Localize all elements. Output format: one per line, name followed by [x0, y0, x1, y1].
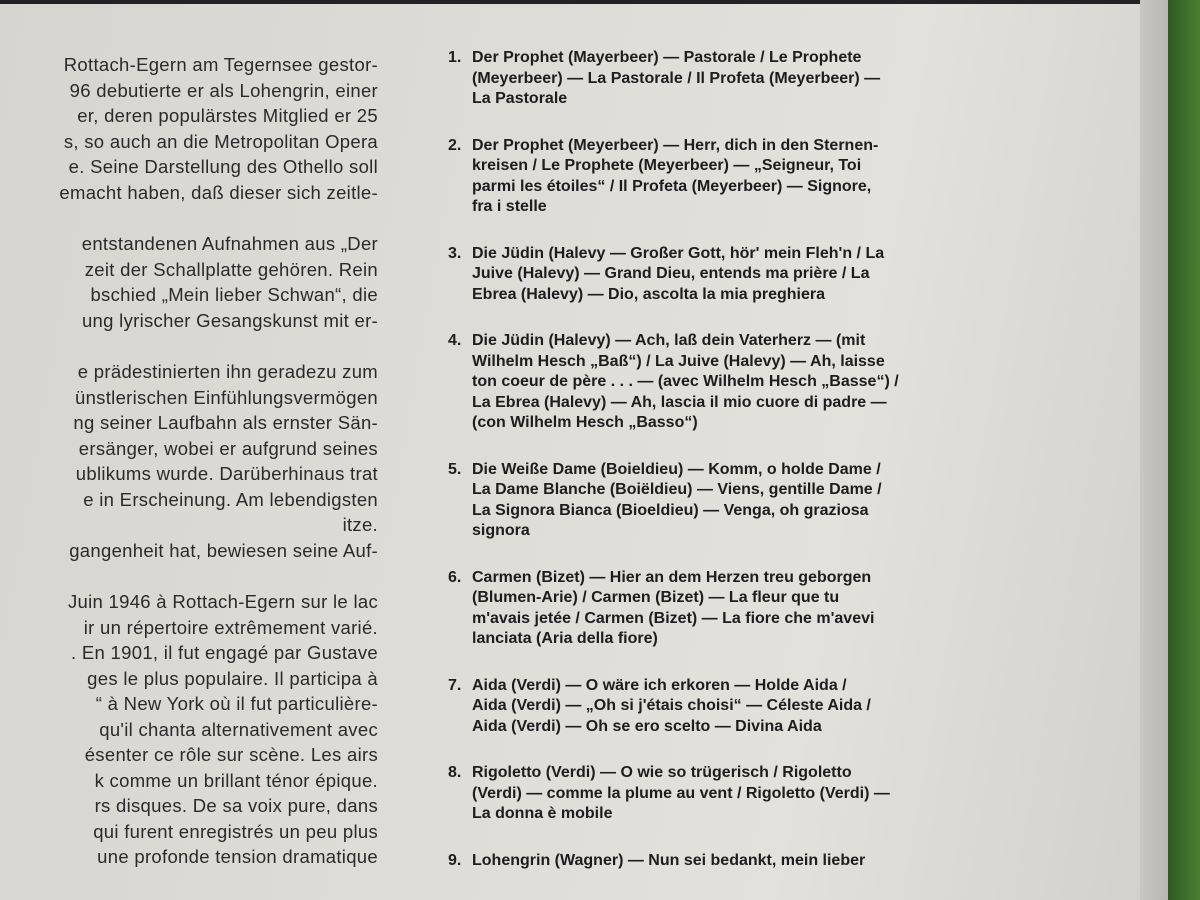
track-title-line: La donna è mobile	[472, 805, 613, 822]
track-title-line: (Verdi) — comme la plume au vent / Rigoletto (Verdi) —	[472, 784, 890, 802]
liner-note-line: qu'il chanta alternativement avec	[99, 718, 378, 740]
liner-note-line: ersänger, wobei er aufgrund seines	[78, 437, 378, 459]
liner-note-line: gangenheit hat, bewiesen seine Auf-	[69, 539, 378, 561]
liner-note-line: ublikums wurde. Darüberhinaus trat	[75, 463, 378, 484]
track-title-line: Die Weiße Dame (Boieldieu) — Komm, o holde Dame /	[472, 460, 881, 478]
track-title-line: Aida (Verdi) — Oh se ero scelto — Divina Aida	[472, 717, 822, 735]
track-title-line: La Dame Blanche (Boiëldieu) — Viens, gentille Dame /	[472, 481, 882, 498]
liner-note-line: e. Seine Darstellung des Othello soll	[68, 156, 378, 177]
track-item	[448, 763, 1008, 825]
track-title-line: Der Prophet (Mayerbeer) — Pastorale / Le Prophete	[472, 49, 862, 66]
track-title-line: Rigoletto (Verdi) — O wie so trügerisch / Rigoletto	[472, 764, 852, 781]
liner-note-line: itze.	[342, 514, 378, 535]
liner-note-line: une profonde tension dramatique	[97, 846, 378, 867]
track-title-line: (con Wilhelm Hesch „Basso“)	[472, 414, 698, 431]
track-title-line: fra i stelle	[472, 198, 547, 215]
liner-note-line: ünstlerischen Einfühlungsvermögen	[75, 386, 378, 408]
liner-note-line: Rottach-Egern am Tegernsee gestor-	[63, 54, 378, 75]
liner-note-line: Juin 1946 à Rottach-Egern sur le lac	[67, 591, 378, 612]
track-title-line: La Pastorale	[472, 90, 568, 107]
liner-note-line: ng seiner Laufbahn als ernster Sän-	[73, 412, 378, 433]
track-title-line: Die Jüdin (Halevy) — Ach, laß dein Vaterherz — (mit	[472, 332, 866, 349]
track-number: 6.	[448, 568, 462, 586]
liner-note-line: ésenter ce rôle sur scène. Les airs	[84, 744, 378, 765]
track-number: 9.	[448, 851, 462, 869]
track-number: 7.	[448, 676, 462, 694]
track-title-line: parmi les étoiles“ / Il Profeta (Meyerbeer) — Signore,	[472, 177, 872, 195]
liner-note-line: zeit der Schallplatte gehören. Rein	[84, 258, 378, 280]
liner-note-line: emacht haben, daß dieser sich zeitle-	[59, 181, 378, 203]
track-item	[448, 676, 1008, 738]
track-title-line: m'avais jetée / Carmen (Bizet) — La fiore che m'avevi	[472, 609, 875, 627]
track-title-line: Carmen (Bizet) — Hier an dem Herzen treu geborgen	[472, 568, 872, 586]
track-number: 1.	[448, 49, 462, 66]
background-surface	[1168, 0, 1200, 900]
track-number: 2.	[448, 136, 462, 154]
track-title-line: Aida (Verdi) — O wäre ich erkoren — Holde Aida /	[472, 676, 847, 694]
track-title-line: signora	[472, 522, 530, 539]
track-list	[448, 48, 1008, 897]
liner-note-line: rs disques. De sa voix pure, dans	[94, 795, 378, 816]
track-title-line: Aida (Verdi) — „Oh si j'étais choisi“ — Céleste Aida /	[472, 697, 871, 714]
liner-notes-column	[0, 52, 400, 870]
track-number: 5.	[448, 460, 462, 478]
track-title-line: Ebrea (Halevy) — Dio, ascolta la mia preghiera	[472, 285, 826, 303]
track-number: 8.	[448, 764, 462, 781]
track-item	[448, 244, 1008, 306]
track-title-line: Juive (Halevy) — Grand Dieu, entends ma prière / La	[472, 265, 870, 282]
paragraph-gap	[0, 205, 400, 231]
paragraph-gap	[0, 563, 400, 589]
track-title-line: (Blumen-Arie) / Carmen (Bizet) — La fleur que tu	[472, 589, 840, 606]
liner-note-line: bschied „Mein lieber Schwan“, die	[90, 284, 378, 305]
paragraph-gap	[0, 333, 400, 359]
liner-note-line: e prädestinierten ihn geradezu zum	[77, 361, 378, 382]
track-title-line: ton coeur de père . . . — (avec Wilhelm Hesch „Basse“) /	[472, 373, 899, 390]
liner-note-line: s, so auch an die Metropolitan Opera	[63, 130, 378, 152]
track-item	[448, 136, 1008, 218]
liner-note-line: . En 1901, il fut engagé par Gustave	[71, 642, 378, 663]
liner-note-line: qui furent enregistrés un peu plus	[93, 820, 378, 842]
track-number: 3.	[448, 244, 462, 262]
track-item	[448, 460, 1008, 542]
track-title-line: (Meyerbeer) — La Pastorale / Il Profeta (Meyerbeer) —	[472, 69, 881, 87]
track-item	[448, 568, 1008, 650]
liner-note-line: ung lyrischer Gesangskunst mit er-	[81, 309, 378, 331]
track-title-line: Die Jüdin (Halevy — Großer Gott, hör' mein Fleh'n / La	[472, 244, 885, 262]
track-title-line: La Ebrea (Halevy) — Ah, lascia il mio cuore di padre —	[472, 393, 887, 411]
track-title-line: La Signora Bianca (Bioeldieu) — Venga, oh graziosa	[472, 501, 869, 519]
track-number: 4.	[448, 332, 462, 349]
sleeve-edge	[1140, 0, 1168, 900]
track-item	[448, 48, 1008, 110]
liner-note-line: k comme un brillant ténor épique.	[94, 769, 378, 791]
track-title-line: Wilhelm Hesch „Baß“) / La Juive (Halevy) — Ah, laisse	[472, 352, 885, 370]
liner-note-line: “ à New York où il fut particulière-	[95, 693, 378, 714]
top-edge	[0, 0, 1168, 4]
track-title-line: kreisen / Le Prophete (Meyerbeer) — „Seigneur, Toi	[472, 157, 862, 174]
track-title-line: Der Prophet (Meyerbeer) — Herr, dich in den Sternen-	[472, 136, 879, 154]
liner-note-line: 96 debutierte er als Lohengrin, einer	[69, 79, 378, 101]
liner-note-line: entstandenen Aufnahmen aus „Der	[81, 233, 378, 254]
track-title-line: lanciata (Aria della fiore)	[472, 630, 658, 647]
liner-note-line: er, deren populärstes Mitglied er 25	[77, 105, 378, 126]
track-title-line: Lohengrin (Wagner) — Nun sei bedankt, mein lieber	[472, 851, 866, 869]
liner-note-line: e in Erscheinung. Am lebendigsten	[83, 488, 378, 510]
track-item	[448, 331, 1008, 434]
liner-note-line: ges le plus populaire. Il participa à	[87, 667, 378, 689]
track-item	[448, 851, 1008, 872]
liner-note-line: ir un répertoire extrêmement varié.	[83, 616, 378, 638]
